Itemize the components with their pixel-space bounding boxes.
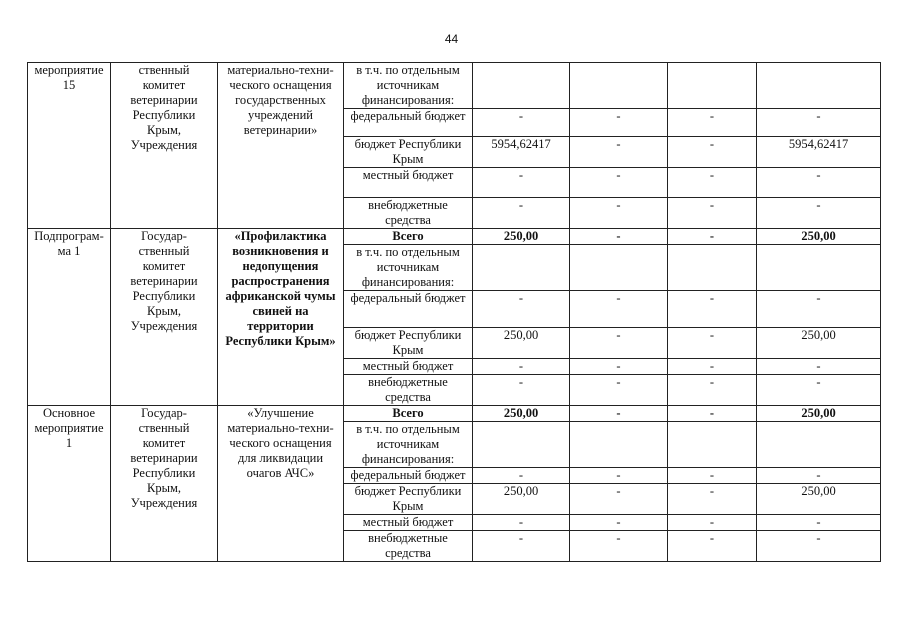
cell-line: комитет bbox=[142, 436, 186, 450]
amount-cell-4: 250,00 bbox=[757, 484, 881, 515]
cell-line: бюджет Республики bbox=[354, 328, 462, 342]
amount-cell-3: - bbox=[668, 375, 757, 406]
name-cell bbox=[218, 63, 344, 229]
amount-cell-3 bbox=[668, 245, 757, 291]
amount-cell-3: - bbox=[668, 291, 757, 328]
amount-cell-3: - bbox=[668, 328, 757, 359]
cell-line: 15 bbox=[62, 78, 76, 92]
cell-line: средства bbox=[385, 213, 431, 227]
cell-line: «Улучшение bbox=[247, 406, 314, 420]
cell-line: федеральный бюджет bbox=[350, 468, 466, 482]
cell-line: комитет bbox=[142, 78, 186, 92]
amount-cell-2: - bbox=[570, 137, 668, 168]
amount-cell-4 bbox=[757, 422, 881, 468]
amount-cell-1: - bbox=[473, 468, 570, 484]
amount-cell-2: - bbox=[570, 168, 668, 198]
amount-cell-3 bbox=[668, 63, 757, 109]
amount-cell-3: - bbox=[668, 229, 757, 245]
cell-line: бюджет Республики bbox=[354, 484, 462, 498]
cell-line: Республики Крым» bbox=[225, 334, 336, 348]
name-cell bbox=[218, 406, 344, 562]
cell-line: ветеринарии bbox=[130, 274, 198, 288]
amount-cell-1: - bbox=[473, 375, 570, 406]
cell-line: бюджет Республики bbox=[354, 137, 462, 151]
amount-cell-2: - bbox=[570, 229, 668, 245]
amount-cell-1 bbox=[473, 422, 570, 468]
cell-line: свиней на bbox=[252, 304, 309, 318]
cell-line: Всего bbox=[392, 229, 424, 243]
funding-source-cell bbox=[344, 515, 473, 531]
amount-cell-2 bbox=[570, 245, 668, 291]
cell-line: в т.ч. по отдельным bbox=[356, 63, 460, 77]
amount-cell-1: - bbox=[473, 515, 570, 531]
cell-line: мероприятие bbox=[34, 421, 104, 435]
cell-line: Государ- bbox=[141, 406, 187, 420]
amount-cell-1: - bbox=[473, 109, 570, 137]
cell-line: очагов АЧС» bbox=[246, 466, 315, 480]
amount-cell-2 bbox=[570, 422, 668, 468]
cell-line: учреждений bbox=[248, 108, 313, 122]
cell-line: внебюджетные bbox=[368, 198, 448, 212]
funding-source-cell bbox=[344, 422, 473, 468]
table-row bbox=[28, 229, 881, 245]
amount-cell-4: - bbox=[757, 359, 881, 375]
cell-line: Республики bbox=[132, 289, 196, 303]
amount-cell-4: 250,00 bbox=[757, 406, 881, 422]
funding-source-cell bbox=[344, 229, 473, 245]
cell-line: 1 bbox=[65, 436, 73, 450]
amount-cell-2: - bbox=[570, 328, 668, 359]
cell-line: источникам bbox=[376, 437, 440, 451]
cell-line: источникам bbox=[376, 260, 440, 274]
amount-cell-4: - bbox=[757, 515, 881, 531]
cell-line: местный бюджет bbox=[362, 515, 454, 529]
cell-line: внебюджетные bbox=[368, 531, 448, 545]
amount-cell-3: - bbox=[668, 484, 757, 515]
cell-line: местный бюджет bbox=[362, 359, 454, 373]
funding-source-cell bbox=[344, 198, 473, 229]
cell-line: ма 1 bbox=[57, 244, 81, 258]
cell-line: Крым, bbox=[146, 481, 182, 495]
executor-cell bbox=[111, 406, 218, 562]
cell-line: африканской чумы bbox=[225, 289, 336, 303]
amount-cell-3 bbox=[668, 422, 757, 468]
funding-source-cell bbox=[344, 406, 473, 422]
name-cell bbox=[218, 229, 344, 406]
amount-cell-1: - bbox=[473, 359, 570, 375]
cell-line: для ликвидации bbox=[237, 451, 324, 465]
funding-source-cell bbox=[344, 291, 473, 328]
funding-source-cell bbox=[344, 484, 473, 515]
amount-cell-4: - bbox=[757, 291, 881, 328]
amount-cell-4: 5954,62417 bbox=[757, 137, 881, 168]
funding-source-cell bbox=[344, 168, 473, 198]
cell-line: Крым bbox=[392, 499, 424, 513]
amount-cell-4: - bbox=[757, 375, 881, 406]
funding-source-cell bbox=[344, 109, 473, 137]
amount-cell-3: - bbox=[668, 406, 757, 422]
executor-cell bbox=[111, 63, 218, 229]
amount-cell-4: - bbox=[757, 531, 881, 562]
funding-source-cell bbox=[344, 63, 473, 109]
cell-line: «Профилактика bbox=[234, 229, 327, 243]
amount-cell-2: - bbox=[570, 359, 668, 375]
cell-line: ственный bbox=[138, 63, 190, 77]
funding-source-cell bbox=[344, 468, 473, 484]
amount-cell-2: - bbox=[570, 515, 668, 531]
cell-line: территории bbox=[247, 319, 314, 333]
cell-line: федеральный бюджет bbox=[350, 109, 466, 123]
cell-line: местный бюджет bbox=[362, 168, 454, 182]
cell-line: ческого оснащения bbox=[229, 436, 332, 450]
cell-line: Основное bbox=[42, 406, 96, 420]
cell-line: финансирования: bbox=[361, 452, 455, 466]
amount-cell-2: - bbox=[570, 531, 668, 562]
cell-line: в т.ч. по отдельным bbox=[356, 245, 460, 259]
amount-cell-1: - bbox=[473, 168, 570, 198]
funding-source-cell bbox=[344, 328, 473, 359]
cell-line: финансирования: bbox=[361, 93, 455, 107]
amount-cell-1: - bbox=[473, 198, 570, 229]
amount-cell-4: - bbox=[757, 168, 881, 198]
amount-cell-4 bbox=[757, 63, 881, 109]
funding-source-cell bbox=[344, 531, 473, 562]
amount-cell-3: - bbox=[668, 198, 757, 229]
cell-line: мероприятие bbox=[34, 63, 104, 77]
budget-table bbox=[27, 62, 881, 562]
amount-cell-3: - bbox=[668, 515, 757, 531]
amount-cell-2: - bbox=[570, 375, 668, 406]
cell-line: Учреждения bbox=[130, 138, 198, 152]
amount-cell-3: - bbox=[668, 359, 757, 375]
cell-line: материально-техни- bbox=[227, 63, 334, 77]
amount-cell-4 bbox=[757, 245, 881, 291]
amount-cell-2 bbox=[570, 63, 668, 109]
amount-cell-3: - bbox=[668, 109, 757, 137]
table-row bbox=[28, 406, 881, 422]
cell-line: Учреждения bbox=[130, 496, 198, 510]
page-number: 44 bbox=[444, 32, 459, 46]
cell-line: Государ- bbox=[141, 229, 187, 243]
cell-line: Учреждения bbox=[130, 319, 198, 333]
amount-cell-2: - bbox=[570, 198, 668, 229]
funding-source-cell bbox=[344, 137, 473, 168]
status-cell bbox=[28, 406, 111, 562]
cell-line: ветеринарии bbox=[130, 93, 198, 107]
amount-cell-1 bbox=[473, 245, 570, 291]
cell-line: Крым bbox=[392, 343, 424, 357]
cell-line: в т.ч. по отдельным bbox=[356, 422, 460, 436]
cell-line: Всего bbox=[392, 406, 424, 420]
cell-line: Крым bbox=[392, 152, 424, 166]
amount-cell-2: - bbox=[570, 291, 668, 328]
status-cell bbox=[28, 63, 111, 229]
cell-line: Республики bbox=[132, 466, 196, 480]
amount-cell-1 bbox=[473, 63, 570, 109]
amount-cell-3: - bbox=[668, 468, 757, 484]
cell-line: возникновения и bbox=[232, 244, 329, 258]
cell-line: государственных bbox=[235, 93, 326, 107]
funding-source-cell bbox=[344, 359, 473, 375]
amount-cell-1: 250,00 bbox=[473, 406, 570, 422]
cell-line: средства bbox=[385, 546, 431, 560]
amount-cell-1: 5954,62417 bbox=[473, 137, 570, 168]
amount-cell-1: 250,00 bbox=[473, 484, 570, 515]
cell-line: ческого оснащения bbox=[229, 78, 332, 92]
amount-cell-4: 250,00 bbox=[757, 229, 881, 245]
cell-line: материально-техни- bbox=[227, 421, 334, 435]
cell-line: ственный bbox=[138, 244, 190, 258]
status-cell bbox=[28, 229, 111, 406]
cell-line: Крым, bbox=[146, 123, 182, 137]
executor-cell bbox=[111, 229, 218, 406]
amount-cell-4: 250,00 bbox=[757, 328, 881, 359]
cell-line: источникам bbox=[376, 78, 440, 92]
amount-cell-4: - bbox=[757, 198, 881, 229]
cell-line: Республики bbox=[132, 108, 196, 122]
table-row bbox=[28, 63, 881, 109]
cell-line: комитет bbox=[142, 259, 186, 273]
funding-source-cell bbox=[344, 375, 473, 406]
cell-line: распространения bbox=[231, 274, 330, 288]
amount-cell-4: - bbox=[757, 468, 881, 484]
cell-line: внебюджетные bbox=[368, 375, 448, 389]
cell-line: ветеринарии» bbox=[243, 123, 318, 137]
amount-cell-1: - bbox=[473, 531, 570, 562]
amount-cell-3: - bbox=[668, 137, 757, 168]
amount-cell-3: - bbox=[668, 531, 757, 562]
cell-line: ветеринарии bbox=[130, 451, 198, 465]
amount-cell-1: - bbox=[473, 291, 570, 328]
cell-line: недопущения bbox=[242, 259, 319, 273]
amount-cell-1: 250,00 bbox=[473, 229, 570, 245]
amount-cell-4: - bbox=[757, 109, 881, 137]
cell-line: финансирования: bbox=[361, 275, 455, 289]
amount-cell-2: - bbox=[570, 468, 668, 484]
amount-cell-2: - bbox=[570, 484, 668, 515]
amount-cell-3: - bbox=[668, 168, 757, 198]
amount-cell-2: - bbox=[570, 109, 668, 137]
amount-cell-2: - bbox=[570, 406, 668, 422]
cell-line: средства bbox=[385, 390, 431, 404]
funding-source-cell bbox=[344, 245, 473, 291]
cell-line: Подпрограм- bbox=[34, 229, 104, 243]
cell-line: ственный bbox=[138, 421, 190, 435]
amount-cell-1: 250,00 bbox=[473, 328, 570, 359]
cell-line: Крым, bbox=[146, 304, 182, 318]
cell-line: федеральный бюджет bbox=[350, 291, 466, 305]
